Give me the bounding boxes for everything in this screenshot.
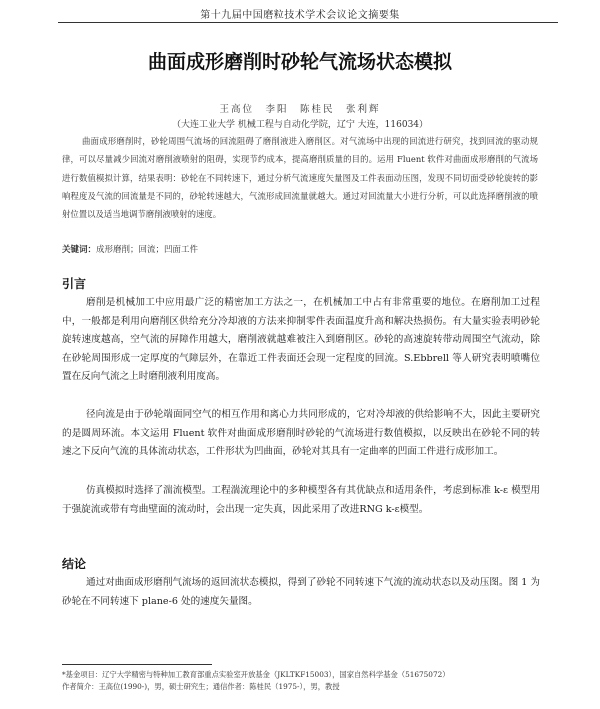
section-heading-introduction: 引言 bbox=[62, 277, 87, 291]
footnote-funding: *基金项目：辽宁大学精密与特种加工教育部重点实验室开放基金（JKLTKF15003），国家自然科学基金（51675072） bbox=[62, 670, 450, 679]
author-list: 王高位 李阳 陈桂民 张利辉 bbox=[219, 104, 381, 115]
author-affiliation: （大连工业大学 机械工程与自动化学院，辽宁 大连，116034） bbox=[171, 120, 429, 130]
abstract: 曲面成形磨削时，砂轮周围气流场的回流阻碍了磨削液进入磨削区。对气流场中出现的回流进行研究，找到回流的驱动规律，可以尽量减少回流对磨削液喷射的阻碍，实现节约成本，提高磨削质量的目的。运用 Fluent 软件对曲面成形磨削的气流场进行数值模拟计算，结果表明：砂轮在不同转速下，通过分析气流速度矢量图及工件表面动压图，发现不同切面受砂轮旋转的影响程度及气流的回流量是不同的，砂轮转速越大，气流形成回流量就越大。通过对回流量大小进行分析，可以此选择磨削液的喷射位置以及适当地调节磨削液喷射的速度。 bbox=[62, 136, 538, 220]
conclusion-paragraph: 通过对曲面成形磨削气流场的返回流状态模拟，得到了砂轮不同转速下气流的流动状态以及动压图。图 1 为砂轮在不同转速下 plane-6 处的速度矢量图。 bbox=[62, 577, 540, 607]
introduction-paragraph: 仿真模拟时选择了湍流模型。工程湍流理论中的多种模型各有其优缺点和适用条件，考虑到标准 k-ε 模型用于强旋流或带有弯曲壁面的流动时，会出现一定失真，因此采用了改进RNG k-ε模型。 bbox=[62, 485, 540, 515]
paper-title: 曲面成形磨削时砂轮气流场状态模拟 bbox=[147, 51, 452, 73]
keywords-text: 成形磨削；回流；凹面工件 bbox=[96, 245, 199, 255]
keywords bbox=[62, 243, 538, 255]
footnote-divider bbox=[62, 664, 212, 665]
introduction-paragraph: 磨削是机械加工中应用最广泛的精密加工方法之一，在机械加工中占有非常重要的地位。在磨削加工过程中，一般都是利用向磨削区供给充分冷却液的方法来抑制零件表面温度升高和解决热损伤。有大量实验表明砂轮旋转速度越高，空气流的屏障作用越大，磨削液就越难被注入到磨削区。砂轮的高速旋转带动周围空气流动，除在砂轮周围形成一定厚度的气障层外，在靠近工件表面还会现一定程度的回流。S.Ebbrell 等人研究表明喷嘴位置在反向气流之上时磨削液利用度高。 bbox=[62, 297, 540, 383]
section-heading-conclusion: 结论 bbox=[62, 557, 87, 571]
introduction-paragraph: 径向流是由于砂轮端面同空气的相互作用和离心力共同形成的，它对冷却液的供给影响不大，因此主要研究的是圆周环流。本文运用 Fluent 软件对曲面成形磨削时砂轮的气流场进行数值模拟，以反映出在砂轮不同的转速之下反向气流的具体流动状态，工件形状为凹曲面，砂轮对其具有一定曲率的凹面工件进行成形加工。 bbox=[62, 409, 540, 458]
running-header: 第十九届中国磨粒技术学术会议论文摘要集 bbox=[200, 10, 400, 21]
footnote-author-info: 作者简介：王高位(1990-)，男，硕士研究生；通信作者：陈桂民（1975-），男，教授 bbox=[62, 682, 340, 691]
header-divider bbox=[58, 22, 558, 23]
keywords-label: 关键词： bbox=[62, 245, 97, 255]
